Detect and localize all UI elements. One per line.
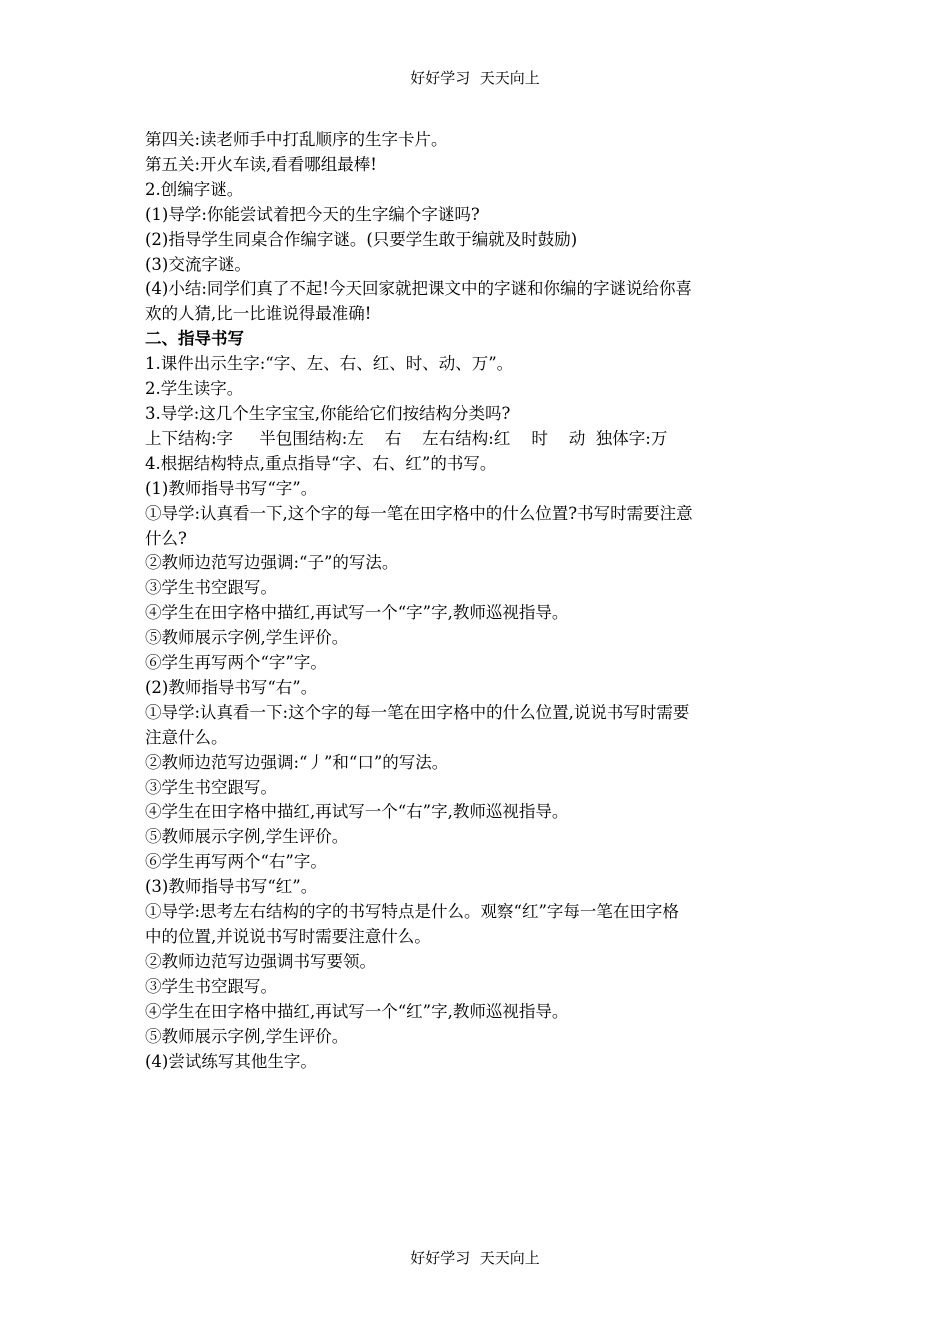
text-line: ⑥学生再写两个“字”字。 xyxy=(145,653,327,673)
text-line: ①导学:认真看一下,这个字的每一笔在田字格中的什么位置?书写时需要注意 xyxy=(145,503,693,523)
text-line: 3.导学:这几个生字宝宝,你能给它们按结构分类吗? xyxy=(145,403,511,423)
text-line: 中的位置,并说说书写时需要注意什么。 xyxy=(145,927,431,946)
text-line: (2)教师指导书写“右”。 xyxy=(145,677,318,697)
text-line: (3)教师指导书写“红”。 xyxy=(145,877,318,897)
text-line: ③学生书空跟写。 xyxy=(145,976,277,996)
text-line: (1)导学:你能尝试着把今天的生字编个字谜吗? xyxy=(145,204,480,224)
section-heading: 二、指导书写 xyxy=(145,329,244,349)
text-line: ⑤教师展示字例,学生评价。 xyxy=(145,628,349,648)
text-line: ④学生在田字格中描红,再试写一个“字”字,教师巡视指导。 xyxy=(145,603,569,623)
text-line: 注意什么。 xyxy=(145,727,228,747)
text-line: ②教师边范写边强调:“子”的写法。 xyxy=(145,553,399,573)
text-line: ④学生在田字格中描红,再试写一个“红”字,教师巡视指导。 xyxy=(145,1001,569,1021)
text-line: 2.创编字谜。 xyxy=(145,179,244,199)
text-line: ⑤教师展示字例,学生评价。 xyxy=(145,1026,349,1046)
page-header: 好好学习 天天向上 xyxy=(410,69,540,87)
text-line: 第五关:开火车读,看看哪组最棒! xyxy=(145,154,377,174)
text-line: (1)教师指导书写“字”。 xyxy=(145,478,318,498)
text-line: 第四关:读老师手中打乱顺序的生字卡片。 xyxy=(145,130,448,149)
text-line: ⑥学生再写两个“右”字。 xyxy=(145,852,327,872)
text-line: ①导学:认真看一下:这个字的每一笔在田字格中的什么位置,说说书写时需要 xyxy=(145,702,690,722)
text-line: 4.根据结构特点,重点指导“字、右、红”的书写。 xyxy=(145,453,497,473)
text-line: ④学生在田字格中描红,再试写一个“右”字,教师巡视指导。 xyxy=(145,802,569,822)
text-line: ②教师边范写边强调书写要领。 xyxy=(145,951,376,971)
text-line: 1.课件出示生字:“字、左、右、红、时、动、万”。 xyxy=(145,354,514,374)
text-line: 上下结构:字 半包围结构:左 右 左右结构:红 时 动 独体字:万 xyxy=(145,428,668,448)
text-line: ⑤教师展示字例,学生评价。 xyxy=(145,827,349,847)
text-line: ①导学:思考左右结构的字的书写特点是什么。观察“红”字每一笔在田字格 xyxy=(145,902,679,922)
page-footer: 好好学习 天天向上 xyxy=(410,1249,540,1267)
text-line: 欢的人猜,比一比谁说得最准确! xyxy=(145,304,372,324)
text-line: ②教师边范写边强调:“丿”和“口”的写法。 xyxy=(145,752,449,772)
text-line: 什么? xyxy=(145,528,187,548)
text-line: (4)尝试练写其他生字。 xyxy=(145,1051,317,1071)
text-line: (4)小结:同学们真了不起!今天回家就把课文中的字谜和你编的字谜说给你喜 xyxy=(145,279,693,299)
text-line: (3)交流字谜。 xyxy=(145,254,251,274)
text-line: ③学生书空跟写。 xyxy=(145,777,277,797)
document-body xyxy=(145,128,813,1074)
text-line: ③学生书空跟写。 xyxy=(145,578,277,598)
text-line: 2.学生读字。 xyxy=(145,379,244,399)
text-line: (2)指导学生同桌合作编字谜。(只要学生敢于编就及时鼓励) xyxy=(145,229,578,249)
